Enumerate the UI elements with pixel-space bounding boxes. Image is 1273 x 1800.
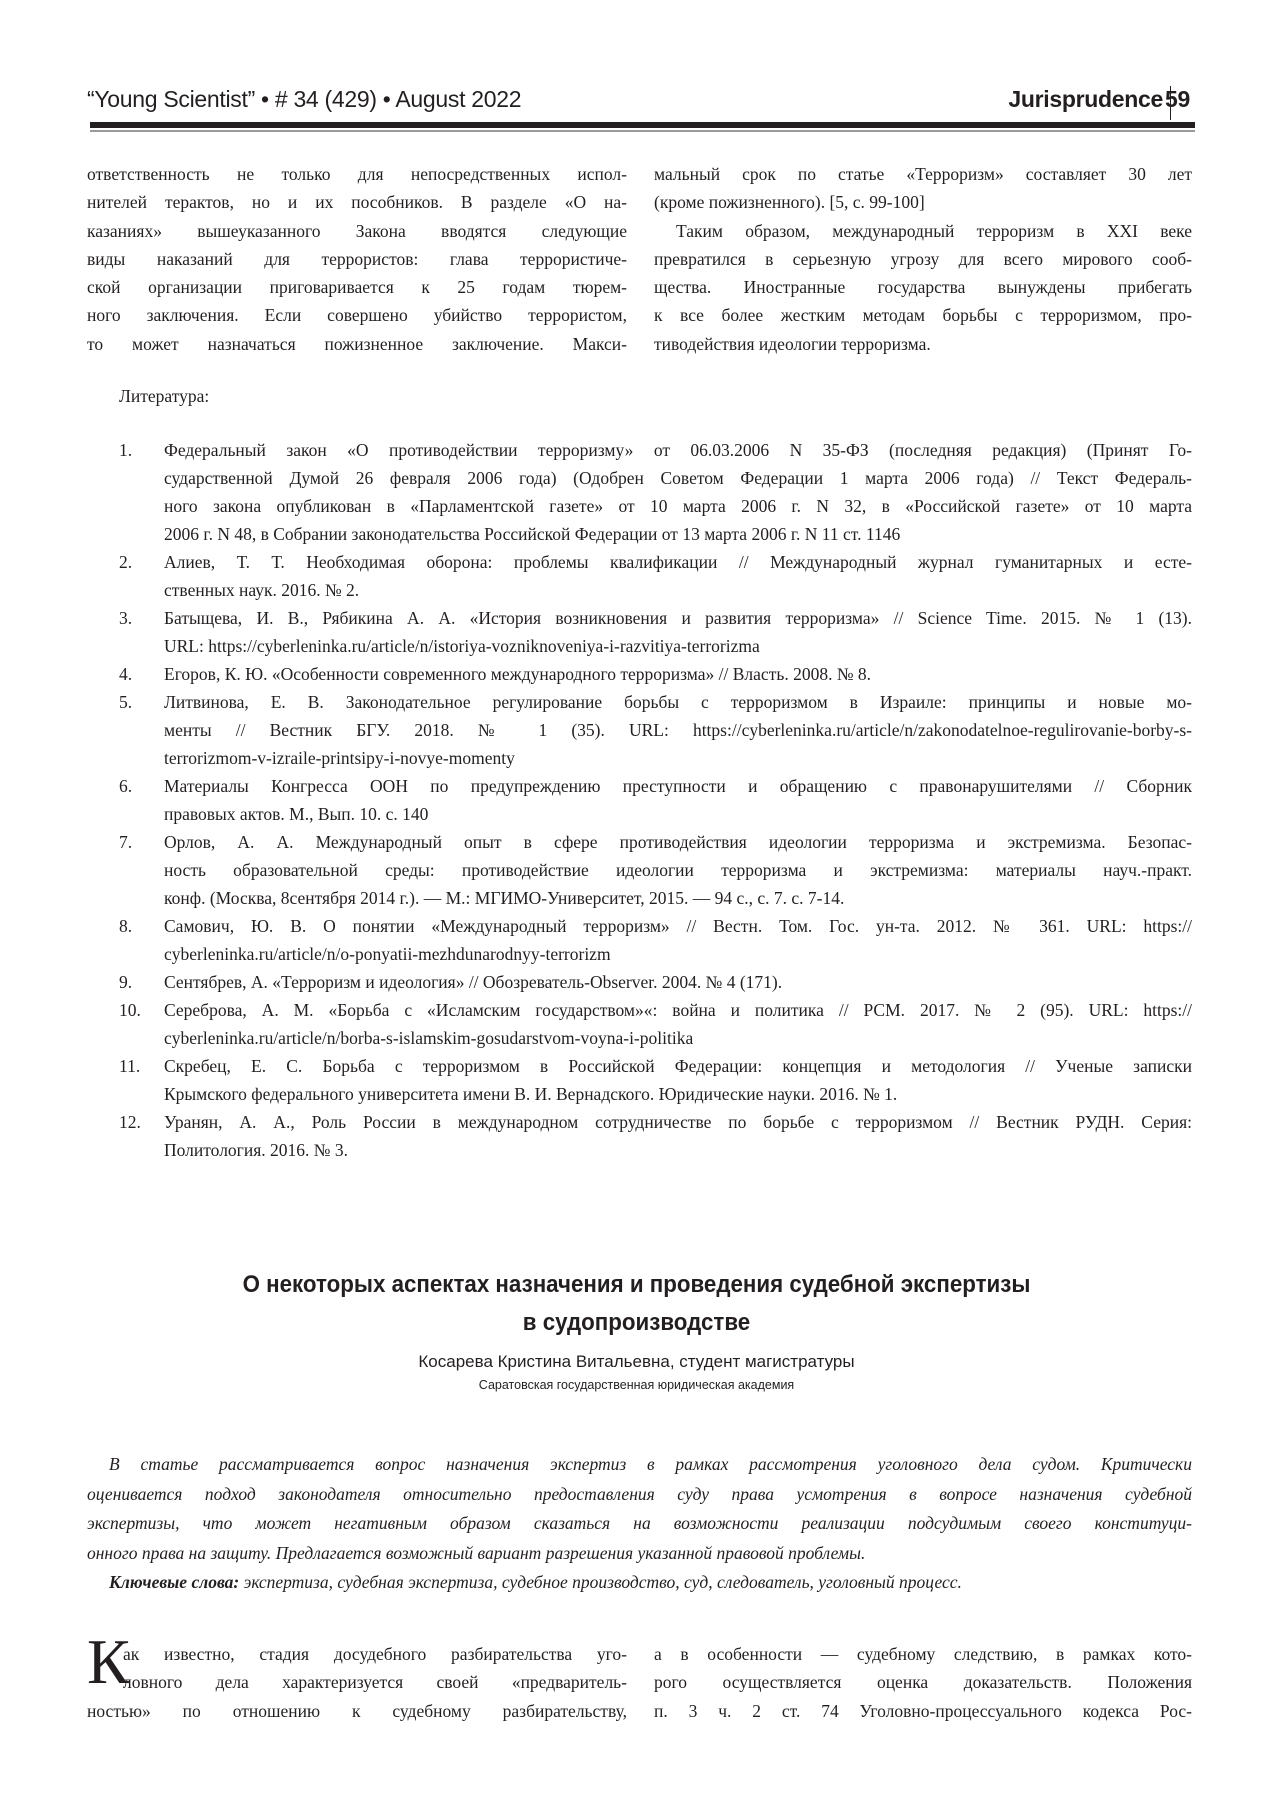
- reference-line: terrorizmom-v-izraile-printsipy-i-novye-momenty: [164, 748, 515, 768]
- reference-line: правовых актов. М., Вып. 10. с. 140: [164, 804, 429, 824]
- reference-item: [119, 912, 1192, 968]
- article-title-line: в судопроизводстве: [522, 1309, 751, 1336]
- reference-item: [119, 660, 1192, 688]
- reference-line: Самович, Ю. В. О понятии «Международный терроризм» // Вестн. Том. Гос. ун-та. 2012. № 361. URL: https://: [164, 916, 1192, 936]
- reference-item: [119, 436, 1192, 548]
- reference-line: Политология. 2016. № 3.: [164, 1140, 348, 1160]
- text-line: п. 3 ч. 2 ст. 74 Уголовно-процессуального кодекса Рос-: [654, 1700, 1192, 1721]
- keywords: [87, 1568, 1192, 1598]
- text-line: оценивается подход законодателя относительно предоставления суду права усмотрения в вопросе назначения судебной: [87, 1483, 1192, 1504]
- reference-number: 1.: [119, 440, 133, 460]
- prev-article-right-column: [654, 160, 1192, 358]
- article-affiliation: Саратовская государственная юридическая академия: [478, 1378, 795, 1392]
- reference-line: Крымского федерального университета имени В. И. Вернадского. Юридические науки. 2016. № 1.: [164, 1084, 898, 1104]
- reference-line: Сереброва, А. М. «Борьба с «Исламским государством»«: война и политика // РСМ. 2017. № 2 (95). URL: https://: [164, 1000, 1192, 1020]
- reference-number: 2.: [119, 552, 133, 572]
- reference-item: [119, 968, 1192, 996]
- reference-number: 6.: [119, 776, 133, 796]
- reference-item: [119, 828, 1192, 912]
- reference-number: 9.: [119, 972, 133, 992]
- text-line: В статье рассматривается вопрос назначения экспертиз в рамках рассмотрения уголовного дела судом. Критически: [109, 1454, 1192, 1474]
- reference-line: URL: https://cyberleninka.ru/article/n/istoriya-vozniknoveniya-i-razvitiya-terrorizma: [164, 636, 760, 656]
- article-author: Косарева Кристина Витальевна, студент магистратуры: [418, 1352, 855, 1371]
- article-title-line: О некоторых аспектах назначения и проведения судебной экспертизы: [242, 1271, 1031, 1298]
- reference-item: [119, 772, 1192, 828]
- section-name: Jurisprudence: [1008, 86, 1163, 112]
- reference-line: конф. (Москва, 8сентября 2014 г.). — М.: МГИМО-Университет, 2015. — 94 с., с. 7. с. 7-14.: [164, 888, 845, 908]
- header-rule-thin: [90, 130, 1195, 132]
- reference-line: Скребец, Е. С. Борьба с терроризмом в Российской Федерации: концепция и методология // Ученые записки: [164, 1056, 1192, 1076]
- reference-line: Литвинова, Е. В. Законодательное регулирование борьбы с терроризмом в Израиле: принципы и новые мо-: [164, 692, 1192, 712]
- text-line: ностью» по отношению к судебному разбирательству,: [87, 1700, 627, 1721]
- reference-item: [119, 1052, 1192, 1108]
- text-line: щества. Иностранные государства вынуждены прибегать: [654, 277, 1192, 298]
- text-line: тиводействия идеологии терроризма.: [654, 333, 931, 354]
- reference-line: Федеральный закон «О противодействии терроризму» от 06.03.2006 N 35-ФЗ (последняя редакция) (Принят Го-: [164, 440, 1192, 460]
- reference-number: 5.: [119, 692, 133, 712]
- reference-item: [119, 1108, 1192, 1164]
- text-line: ответственность не только для непосредственных испол-: [87, 164, 627, 184]
- header-rule: [90, 122, 1195, 128]
- reference-number: 12.: [119, 1112, 141, 1132]
- text-line: (кроме пожизненного). [5, с. 99-100]: [654, 192, 925, 213]
- reference-line: сударственной Думой 26 февраля 2006 года) (Одобрен Советом Федерации 1 марта 2006 года) // Текст Федераль-: [164, 468, 1192, 488]
- reference-line: Егоров, К. Ю. «Особенности современного международного терроризма» // Власть. 2008. № 8.: [164, 664, 872, 684]
- reference-number: 11.: [119, 1056, 141, 1076]
- reference-line: ного закона опубликован в «Парламентской газете» от 10 марта 2006 г. N 32, в «Российской газете» от 10 марта: [164, 496, 1192, 516]
- article-body-right-column: [654, 1640, 1192, 1725]
- keywords-text: экспертиза, судебная экспертиза, судебное производство, суд, следователь, уголовный процесс.: [239, 1572, 962, 1592]
- reference-item: [119, 688, 1192, 772]
- prev-article-left-column: [87, 160, 627, 358]
- references-list: [119, 436, 1192, 1164]
- text-line: виды наказаний для террористов: глава террористиче-: [87, 248, 627, 269]
- text-line: экспертизы, что может негативным образом сказаться на возможности реализации подсудимым своего конституци-: [87, 1513, 1192, 1533]
- text-line: а в особенности — судебному следствию, в рамках кото-: [654, 1644, 1192, 1664]
- text-line: к все более жестким методам борьбы с терроризмом, про-: [654, 305, 1192, 326]
- reference-line: менты // Вестник БГУ. 2018. № 1 (35). URL: https://cyberleninka.ru/article/n/zakonodatelnoe-regulirovanie-borby-s-: [164, 720, 1192, 740]
- reference-line: Сентябрев, А. «Терроризм и идеология» // Обозреватель-Observer. 2004. № 4 (171).: [164, 972, 783, 992]
- reference-line: Уранян, А. А., Роль России в международном сотрудничестве по борьбе с терроризмом // Вестник РУДН. Серия:: [164, 1112, 1192, 1132]
- reference-item: [119, 548, 1192, 604]
- reference-number: 7.: [119, 832, 133, 852]
- text-line: то может назначаться пожизненное заключение. Макси-: [87, 333, 627, 354]
- text-line: ак известно, стадия досудебного разбирательства уго-: [123, 1644, 627, 1664]
- reference-line: 2006 г. N 48, в Собрании законодательства Российской Федерации от 13 марта 2006 г. N 11 ст. 1146: [164, 524, 901, 544]
- keywords-label: Ключевые слова:: [109, 1572, 240, 1592]
- text-line: казаниях» вышеуказанного Закона вводятся следующие: [87, 220, 627, 241]
- literature-heading: Литература:: [119, 386, 210, 406]
- page-number: 59: [1165, 86, 1190, 112]
- reference-number: 8.: [119, 916, 133, 936]
- drop-cap: К: [87, 1626, 130, 1697]
- reference-number: 3.: [119, 608, 133, 628]
- reference-item: [119, 604, 1192, 660]
- text-line: Таким образом, международный терроризм в XXI веке: [676, 220, 1192, 241]
- article-title: [45, 1266, 1229, 1342]
- reference-line: ность образовательной среды: противодействие идеологии терроризма и экстремизма: материалы науч.-практ.: [164, 860, 1192, 880]
- journal-header: “Young Scientist” • # 34 (429) • August 2022: [87, 86, 522, 112]
- article-abstract: [87, 1450, 1192, 1598]
- reference-item: [119, 996, 1192, 1052]
- reference-line: cyberleninka.ru/article/n/o-ponyatii-mezhdunarodnyy-terrorizm: [164, 944, 611, 964]
- reference-line: Алиев, Т. Т. Необходимая оборона: проблемы квалификации // Международный журнал гуманитарных и есте-: [164, 552, 1192, 572]
- reference-line: Орлов, А. А. Международный опыт в сфере противодействия идеологии терроризма и экстремизма. Безопас-: [164, 832, 1192, 852]
- text-line: ного заключения. Если совершено убийство террористом,: [87, 305, 627, 326]
- text-line: онного права на защиту. Предлагается возможный вариант разрешения указанной правовой проблемы.: [87, 1542, 866, 1563]
- reference-number: 10.: [119, 1000, 141, 1020]
- abstract-text: [87, 1450, 1192, 1568]
- text-line: ской организации приговаривается к 25 годам тюрем-: [87, 277, 627, 298]
- text-line: рого осуществляется оценка доказательств. Положения: [654, 1672, 1192, 1693]
- reference-line: Батыщева, И. В., Рябикина А. А. «История возникновения и развития терроризма» // Science Time. 2015. № 1 (13).: [164, 608, 1192, 628]
- text-line: превратился в серьезную угрозу для всего мирового сооб-: [654, 248, 1192, 269]
- text-line: нителей терактов, но и их пособников. В разделе «О на-: [87, 192, 627, 213]
- reference-line: ственных наук. 2016. № 2.: [164, 580, 360, 600]
- reference-number: 4.: [119, 664, 133, 684]
- article-body-left-column: [87, 1640, 627, 1725]
- reference-line: cyberleninka.ru/article/n/borba-s-islamskim-gosudarstvom-voyna-i-politika: [164, 1028, 694, 1048]
- reference-line: Материалы Конгресса ООН по предупреждению преступности и обращению с правонарушителями // Сборник: [164, 776, 1192, 796]
- text-line: мальный срок по статье «Терроризм» составляет 30 лет: [654, 164, 1192, 184]
- text-line: ловного дела характеризуется своей «предваритель-: [123, 1672, 627, 1693]
